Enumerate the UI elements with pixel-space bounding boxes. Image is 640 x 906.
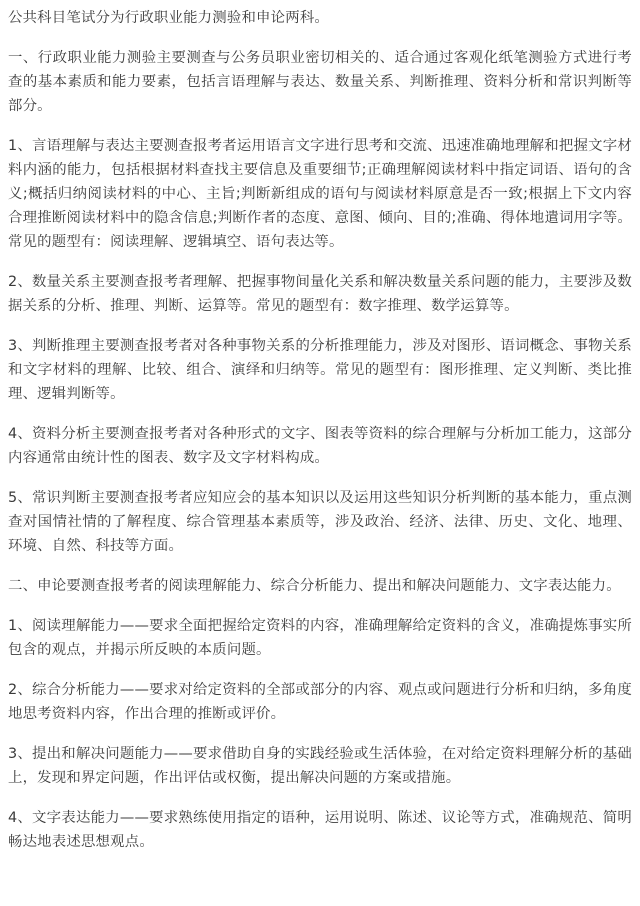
analysis-ability-paragraph: 2、综合分析能力——要求对给定资料的全部或部分的内容、观点或问题进行分析和归纳，多角度地思考资料内容，作出合理的推断或评价。 bbox=[8, 682, 632, 722]
common-sense-paragraph: 5、常识判断主要测查报考者应知应会的基本知识以及运用这些知识分析判断的基本能力，重点测查对国情社情的了解程度、综合管理基本素质等，涉及政治、经济、法律、历史、文化、地理、环境、自然、科技等方面。 bbox=[8, 490, 632, 554]
section-one-heading-paragraph: 一、行政职业能力测验主要测查与公务员职业密切相关的、适合通过客观化纸笔测验方式进行考查的基本素质和能力要素，包括言语理解与表达、数量关系、判断推理、资料分析和常识判断等部分。 bbox=[8, 50, 632, 114]
problem-solving-paragraph: 3、提出和解决问题能力——要求借助自身的实践经验或生活体验，在对给定资料理解分析的基础上，发现和界定问题，作出评估或权衡，提出解决问题的方案或措施。 bbox=[8, 746, 632, 786]
writing-ability-paragraph: 4、文字表达能力——要求熟练使用指定的语种，运用说明、陈述、议论等方式，准确规范、简明畅达地表述思想观点。 bbox=[8, 810, 632, 850]
quantitative-relations-paragraph: 2、数量关系主要测查报考者理解、把握事物间量化关系和解决数量关系问题的能力，主要涉及数据关系的分析、推理、判断、运算等。常见的题型有：数字推理、数学运算等。 bbox=[8, 274, 632, 314]
judgment-reasoning-paragraph: 3、判断推理主要测查报考者对各种事物关系的分析推理能力，涉及对图形、语词概念、事物关系和文字材料的理解、比较、组合、演绎和归纳等。常见的题型有：图形推理、定义判断、类比推理、逻辑判断等。 bbox=[8, 338, 632, 402]
section-two-heading-paragraph: 二、申论要测查报考者的阅读理解能力、综合分析能力、提出和解决问题能力、文字表达能力。 bbox=[8, 578, 621, 594]
intro-paragraph: 公共科目笔试分为行政职业能力测验和申论两科。 bbox=[8, 10, 329, 26]
verbal-comprehension-paragraph: 1、言语理解与表达主要测查报考者运用语言文字进行思考和交流、迅速准确地理解和把握文字材料内涵的能力，包括根据材料查找主要信息及重要细节;正确理解阅读材料中指定词语、语句的含义;概括归纳阅读材料的中心、主旨;判断新组成的语句与阅读材料原意是否一致;根据上下文内容合理推断阅读材料中的隐含信息;判断作者的态度、意图、倾向、目的;准确、得体地遣词用字等。常见的题型有：阅读理解、逻辑填空、语句表达等。 bbox=[8, 138, 632, 250]
reading-ability-paragraph: 1、阅读理解能力——要求全面把握给定资料的内容，准确理解给定资料的含义，准确提炼事实所包含的观点，并揭示所反映的本质问题。 bbox=[8, 618, 632, 658]
data-analysis-paragraph: 4、资料分析主要测查报考者对各种形式的文字、图表等资料的综合理解与分析加工能力，这部分内容通常由统计性的图表、数字及文字材料构成。 bbox=[8, 426, 632, 466]
